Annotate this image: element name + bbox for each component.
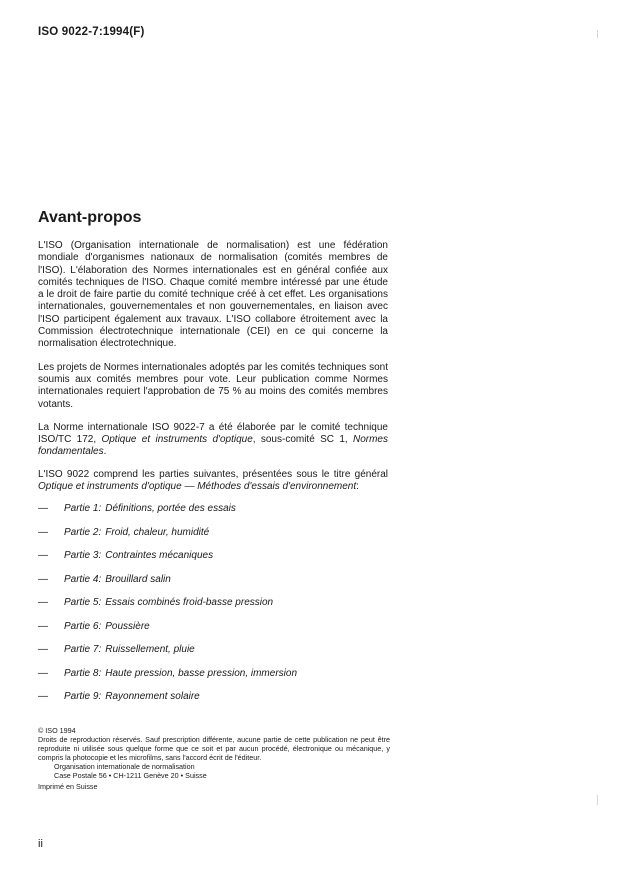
page-number: ii bbox=[38, 838, 43, 850]
list-item bbox=[38, 668, 388, 692]
general-title: Optique et instruments d'optique — Méthodes d'essais d'environnement bbox=[38, 481, 357, 493]
part-title: Essais combinés froid-basse pression bbox=[105, 597, 274, 609]
list-item bbox=[38, 550, 388, 574]
list-item bbox=[38, 691, 388, 715]
rights-notice: Droits de reproduction réservés. Sauf prescription différente, aucune partie de cette publication ne peut être reproduite ni utilisée sous quelque forme que ce soit et par aucun procédé, électronique ou mécanique, y compris la photocopie et les microfilms, sans l'accord écrit de l'éditeur. bbox=[38, 735, 390, 762]
part-label: Partie 9: bbox=[64, 691, 102, 703]
part-title: Définitions, portée des essais bbox=[105, 503, 236, 515]
list-item bbox=[38, 527, 388, 551]
list-dash: — bbox=[38, 503, 48, 515]
part-label: Partie 5: bbox=[64, 597, 102, 609]
part-title: Rayonnement solaire bbox=[105, 691, 200, 703]
part-label: Partie 8: bbox=[64, 667, 102, 679]
part-label: Partie 7: bbox=[64, 644, 102, 656]
publisher-address: Case Postale 56 • CH-1211 Genève 20 • Suisse bbox=[54, 771, 207, 780]
part-title: Froid, chaleur, humidité bbox=[105, 526, 210, 538]
subcommittee-name: Normes fondamentales bbox=[38, 434, 388, 458]
parts-list bbox=[38, 503, 388, 715]
section-title: Avant-propos bbox=[38, 209, 142, 226]
parts-intro-colon: : bbox=[356, 481, 359, 493]
part-label: Partie 1: bbox=[64, 503, 102, 515]
foreword-body bbox=[38, 240, 388, 715]
part-label: Partie 4: bbox=[64, 573, 102, 585]
committee-text-a: La Norme internationale ISO 9022-7 a été élaborée par le comité technique ISO/TC 172, bbox=[38, 421, 388, 446]
committee-name: Optique et instruments d'optique bbox=[101, 434, 253, 446]
list-dash: — bbox=[38, 667, 48, 679]
list-item bbox=[38, 503, 388, 527]
parts-intro-text: L'ISO 9022 comprend les parties suivantes, présentées sous le titre général bbox=[38, 468, 388, 480]
list-dash: — bbox=[38, 550, 48, 562]
copyright-line: © ISO 1994 bbox=[38, 726, 76, 735]
list-item bbox=[38, 644, 388, 668]
list-dash: — bbox=[38, 573, 48, 585]
list-item bbox=[38, 621, 388, 645]
committee-text-c: , sous-comité SC 1, bbox=[252, 434, 353, 446]
copyright-block bbox=[38, 726, 390, 791]
part-label: Partie 3: bbox=[64, 550, 102, 562]
list-dash: — bbox=[38, 620, 48, 632]
part-title: Ruissellement, pluie bbox=[105, 644, 195, 656]
paragraph-committee bbox=[38, 422, 388, 459]
publisher-organisation: Organisation internationale de normalisation bbox=[54, 762, 195, 771]
part-label: Partie 6: bbox=[64, 620, 102, 632]
list-item bbox=[38, 574, 388, 598]
list-item bbox=[38, 597, 388, 621]
list-dash: — bbox=[38, 526, 48, 538]
part-title: Brouillard salin bbox=[105, 573, 171, 585]
list-dash: — bbox=[38, 644, 48, 656]
document-reference: ISO 9022-7:1994(F) bbox=[38, 26, 145, 38]
printed-in: Imprimé en Suisse bbox=[38, 782, 98, 791]
paragraph-parts-intro bbox=[38, 469, 388, 494]
part-title: Contraintes mécaniques bbox=[105, 550, 214, 562]
part-title: Haute pression, basse pression, immersion bbox=[105, 667, 298, 679]
part-title: Poussière bbox=[105, 620, 150, 632]
list-dash: — bbox=[38, 691, 48, 703]
scan-edge-mark bbox=[597, 30, 598, 38]
paragraph-iso-intro: L'ISO (Organisation internationale de normalisation) est une fédération mondiale d'organismes nationaux de normalisation (comités membres de l'ISO). L'élaboration des Normes internationales est en général confiée aux comités techniques de l'ISO. Chaque comité membre intéressé par une étude a le droit de faire partie du comité technique créé à cet effet. Les organisations internationales, gouvernementales et non gouvernementales, en liaison avec l'ISO participent également aux travaux. L'ISO collabore étroitement avec la Commission électrotechnique internationale (CEI) en ce qui concerne la normalisation électrotechnique. bbox=[38, 240, 388, 350]
scan-edge-mark bbox=[597, 795, 598, 805]
paragraph-draft-approval: Les projets de Normes internationales adoptés par les comités techniques sont soumis aux comités membres pour vote. Leur publication comme Normes internationales requiert l'approbation de 75 % au moins des comités membres votants. bbox=[38, 361, 388, 410]
committee-text-e: . bbox=[103, 446, 107, 458]
part-label: Partie 2: bbox=[64, 526, 102, 538]
list-dash: — bbox=[38, 597, 48, 609]
